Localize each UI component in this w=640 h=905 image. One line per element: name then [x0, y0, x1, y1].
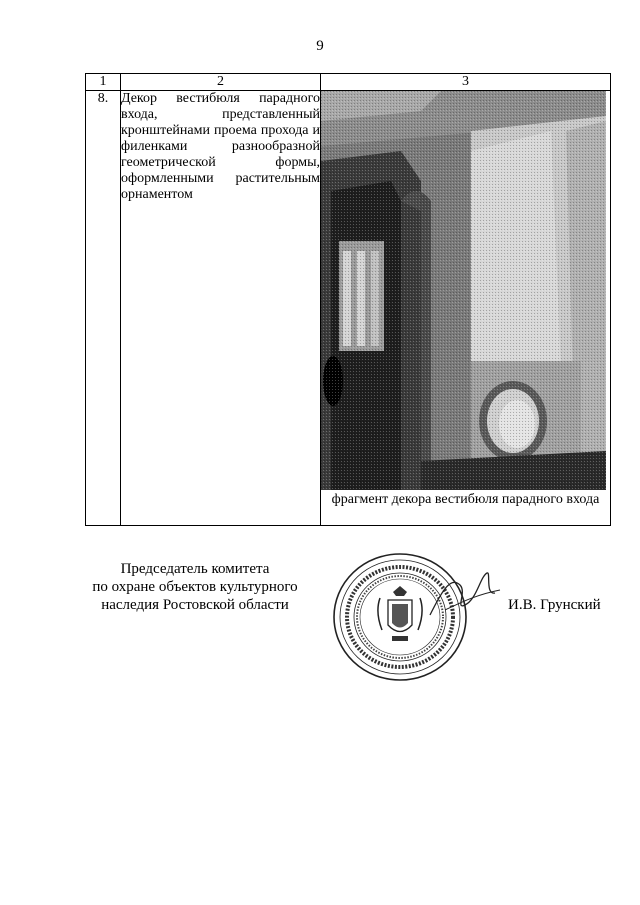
photo-cell: [321, 91, 611, 526]
objects-table: [85, 73, 611, 526]
signatory-title-line: Председатель комитета: [120, 561, 270, 577]
signatory-name: И.В. Грунский: [508, 597, 601, 613]
table-header-row: [86, 74, 611, 91]
row-number: 8.: [86, 91, 121, 526]
column-header-1: 1: [86, 74, 121, 91]
photo-caption: фрагмент декора вестибюля парадного входа: [331, 492, 600, 507]
signatory-title-line: наследия Ростовской области: [101, 597, 289, 613]
signatory-title-line: по охране объектов культурного: [92, 579, 298, 595]
handwritten-signature: [425, 565, 505, 625]
row-description: Декор вестибюля парадного входа, представленный кронштейнами проема прохода и филенками разнообразной геометрической формы, оформленными растительным орнаментом: [121, 91, 321, 526]
column-header-2: 2: [121, 74, 321, 91]
vestibule-decor-photo: [321, 91, 606, 490]
table-row: [86, 91, 611, 526]
column-header-3: 3: [321, 74, 611, 91]
signatory-title: [70, 560, 320, 614]
page-number: 9: [316, 38, 324, 54]
